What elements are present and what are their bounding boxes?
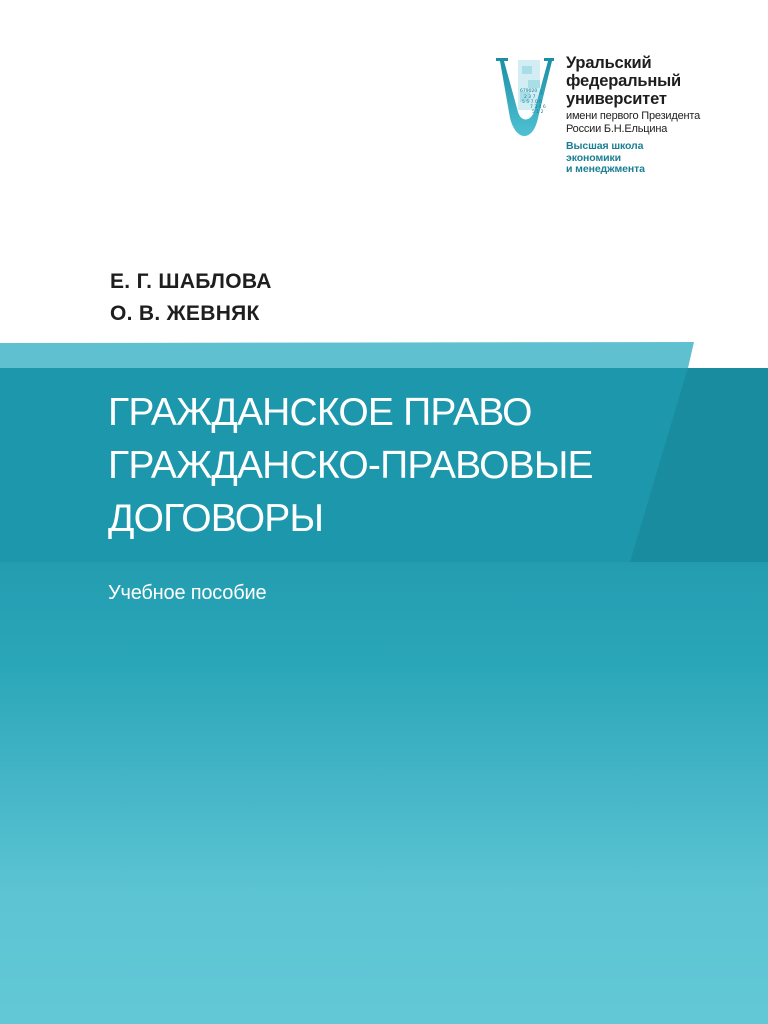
title-line-1: ГРАЖДАНСКОЕ ПРАВО bbox=[108, 391, 532, 434]
band-top-stripe bbox=[0, 342, 694, 368]
svg-text:679020: 679020 bbox=[520, 89, 538, 94]
title-line-2: ГРАЖДАНСКО-ПРАВОВЫЕ bbox=[108, 444, 593, 487]
university-logo bbox=[494, 56, 554, 146]
authors bbox=[110, 266, 272, 330]
title-line-3: ДОГОВОРЫ bbox=[108, 497, 324, 540]
university-subtitle: имени первого Президента России Б.Н.Ельцина bbox=[566, 110, 701, 135]
svg-text:5 5 7 0 0: 5 5 7 0 0 bbox=[522, 100, 543, 105]
author-1: Е. Г. ШАБЛОВА bbox=[110, 270, 272, 293]
author-2: О. В. ЖЕВНЯК bbox=[110, 302, 260, 325]
svg-text:2 3 7: 2 3 7 bbox=[524, 95, 536, 100]
book-subtitle: Учебное пособие bbox=[108, 582, 267, 604]
svg-text:5 1 2: 5 1 2 bbox=[532, 110, 544, 115]
svg-text:7 3 4 6: 7 3 4 6 bbox=[530, 105, 546, 110]
book-title bbox=[108, 386, 593, 545]
publisher-block bbox=[566, 54, 766, 176]
school-name: Высшая школа экономики и менеджмента bbox=[566, 140, 645, 175]
svg-text:1: 1 bbox=[540, 91, 543, 96]
university-name: Уральский федеральный университет bbox=[566, 54, 681, 108]
